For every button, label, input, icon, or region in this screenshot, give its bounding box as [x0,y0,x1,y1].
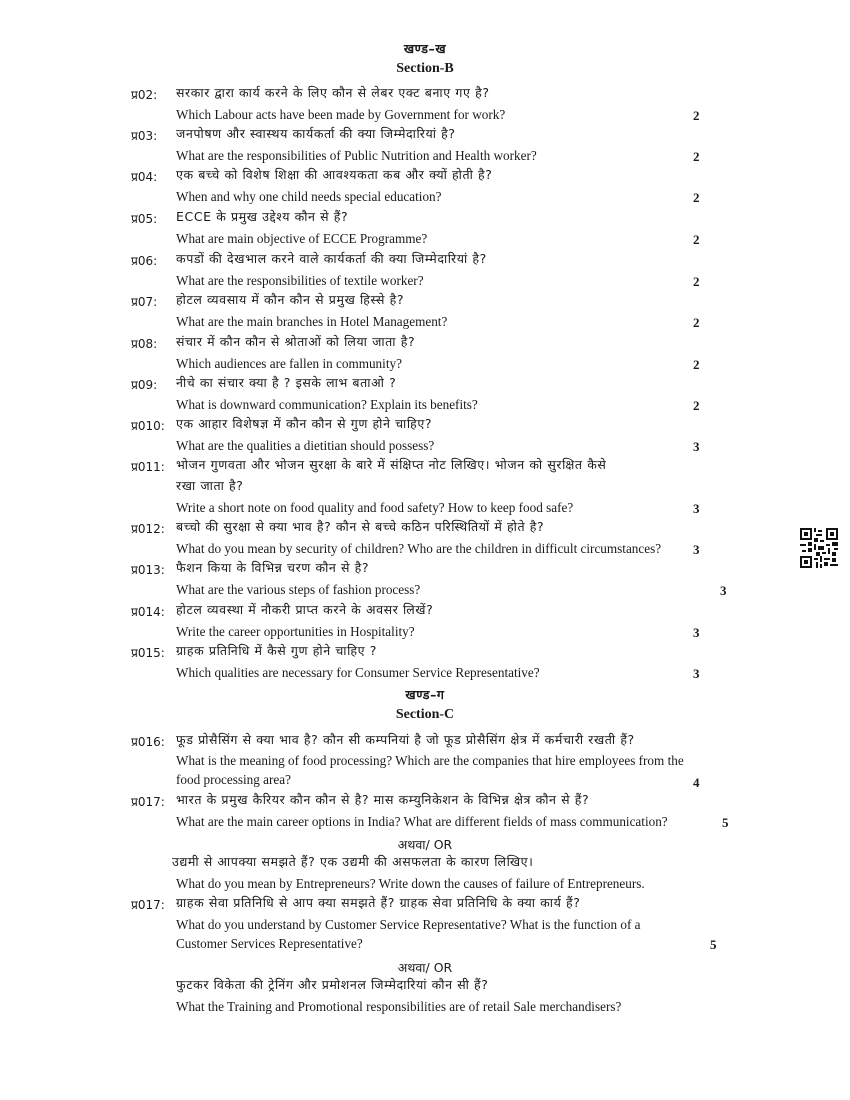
question-number: प्र03: [131,129,158,143]
question-number: प्र012: [131,522,165,536]
qr-code-icon [800,528,838,568]
section-c-heading-hindi: खण्ड–ग [405,687,445,702]
question-number: प्र017: [131,898,165,912]
question-marks: 5 [710,937,717,952]
question-marks: 3 [693,625,700,640]
question-marks: 2 [693,274,700,289]
question-english: What is downward communication? Explain its benefits? [176,397,478,412]
question-hindi: ECCE के प्रमुख उद्देश्य कौन से हैं? [176,209,349,224]
question-marks: 5 [722,815,729,830]
question-number: प्र09: [131,378,158,392]
question-marks: 3 [693,542,700,557]
question-english: What do you understand by Customer Service Representative? What is the function of a [176,917,641,932]
question-hindi: नीचे का संचार क्या है ? इसके लाभ बताओ ? [176,375,397,390]
question-number: प्र011: [131,460,165,474]
question-hindi: ग्राहक प्रतिनिधि में कैसे गुण होने चाहिए ? [176,643,377,658]
question-marks: 3 [693,501,700,516]
question-hindi: फुटकर विकेता की ट्रेनिंग और प्रमोशनल जिम्मेदारियां कौन सी हैं? [176,977,489,992]
question-hindi: जनपोषण और स्वास्थय कार्यकर्ता की क्या जिम्मेदारियां है? [176,126,456,141]
question-number: प्र013: [131,563,165,577]
or-separator: अथवा/ OR [397,837,453,852]
question-number: प्र014: [131,605,165,619]
question-hindi: होटल व्यवस्था में नौकरी प्राप्त करने के अवसर लिखें? [176,602,434,617]
question-number: प्र05: [131,212,158,226]
question-english-cont: Customer Services Representative? [176,936,363,951]
question-english: What are the various steps of fashion process? [176,582,421,597]
question-marks: 2 [693,108,700,123]
question-hindi: भारत के प्रमुख कैरियर कौन कौन से है? मास कम्युनिकेशन के विभिन्न क्षेत्र कौन से हैं? [176,792,590,807]
question-number: प्र08: [131,337,158,351]
question-hindi: उद्यमी से आपक्या समझते हैं? एक उद्यमी की असफलता के कारण लिखिए। [172,854,534,869]
question-english: What is the meaning of food processing? Which are the companies that hire employees from the [176,753,684,768]
question-marks: 2 [693,357,700,372]
question-number: प्र07: [131,295,158,309]
question-english: What are the main branches in Hotel Management? [176,314,448,329]
question-english: What do you mean by Entrepreneurs? Write down the causes of failure of Entrepreneurs. [176,876,645,891]
question-marks: 2 [693,149,700,164]
question-number: प्र017: [131,795,165,809]
or-separator: अथवा/ OR [397,960,453,975]
question-english: What are the qualities a dietitian should possess? [176,438,435,453]
question-hindi: एक बच्चे को विशेष शिक्षा की आवश्यकता कब और क्यों होती है? [176,167,493,182]
question-english: What are the responsibilities of Public Nutrition and Health worker? [176,148,537,163]
question-number: प्र016: [131,735,165,749]
question-english: What are main objective of ECCE Programme? [176,231,428,246]
question-english: What do you mean by security of children? Who are the children in difficult circumstances? [176,541,662,556]
question-hindi: होटल व्यवसाय में कौन कौन से प्रमुख हिस्से है? [176,292,405,307]
question-english: What are the main career options in India? What are different fields of mass communication? [176,814,668,829]
question-marks: 3 [693,439,700,454]
question-english: Write a short note on food quality and food safety? How to keep food safe? [176,500,574,515]
question-hindi: फैशन किया के विभिन्न चरण कौन से है? [176,560,370,575]
question-hindi-cont: रखा जाता है? [176,478,244,493]
question-marks: 4 [693,775,700,790]
question-english: What the Training and Promotional responsibilities are of retail Sale merchandisers? [176,999,622,1014]
question-number: प्र02: [131,88,158,102]
question-hindi: ग्राहक सेवा प्रतिनिधि से आप क्या समझते हैं? ग्राहक सेवा प्रतिनिधि के क्या कार्य हैं? [176,895,581,910]
question-marks: 2 [693,398,700,413]
question-hindi: सरकार द्वारा कार्य करने के लिए कौन से लेबर एक्ट बनाए गए है? [176,85,490,100]
question-hindi: बच्चो की सुरक्षा से क्या भाव है? कौन से बच्चे कठिन परिस्थितियों में होते है? [176,519,545,534]
question-english: What are the responsibilities of textile worker? [176,273,424,288]
question-english-cont: food processing area? [176,772,291,787]
question-english: Which qualities are necessary for Consumer Service Representative? [176,665,540,680]
question-english: Which audiences are fallen in community? [176,356,402,371]
question-hindi: फूड प्रोसैसिंग से क्या भाव है? कौन सी कम्पनियां है जो फूड प्रोसैसिंग क्षेत्र में कर्मचारी रखती हैं? [176,732,635,747]
question-english: Which Labour acts have been made by Government for work? [176,107,506,122]
question-hindi: कपडों की देखभाल करने वाले कार्यकर्ता की क्या जिम्मेदारियां है? [176,251,487,266]
section-b-heading: Section-B [396,61,454,76]
question-hindi: भोजन गुणवता और भोजन सुरक्षा के बारे में संक्षिप्त नोट लिखिए। भोजन को सुरक्षित कैसे [176,457,607,472]
question-number: प्र010: [131,419,165,433]
question-hindi: एक आहार विशेषज्ञ में कौन कौन से गुण होने चाहिए? [176,416,433,431]
section-b-heading-hindi: खण्ड–ख [403,41,447,56]
question-hindi: संचार में कौन कौन से श्रोताओं को लिया जाता है? [176,334,416,349]
question-number: प्र04: [131,170,158,184]
question-english: Write the career opportunities in Hospitality? [176,624,415,639]
question-marks: 2 [693,190,700,205]
question-number: प्र015: [131,646,165,660]
question-marks: 3 [693,666,700,681]
question-english: When and why one child needs special education? [176,189,442,204]
section-c-heading: Section-C [395,707,455,722]
question-marks: 3 [720,583,727,598]
question-number: प्र06: [131,254,158,268]
question-marks: 2 [693,315,700,330]
question-marks: 2 [693,232,700,247]
